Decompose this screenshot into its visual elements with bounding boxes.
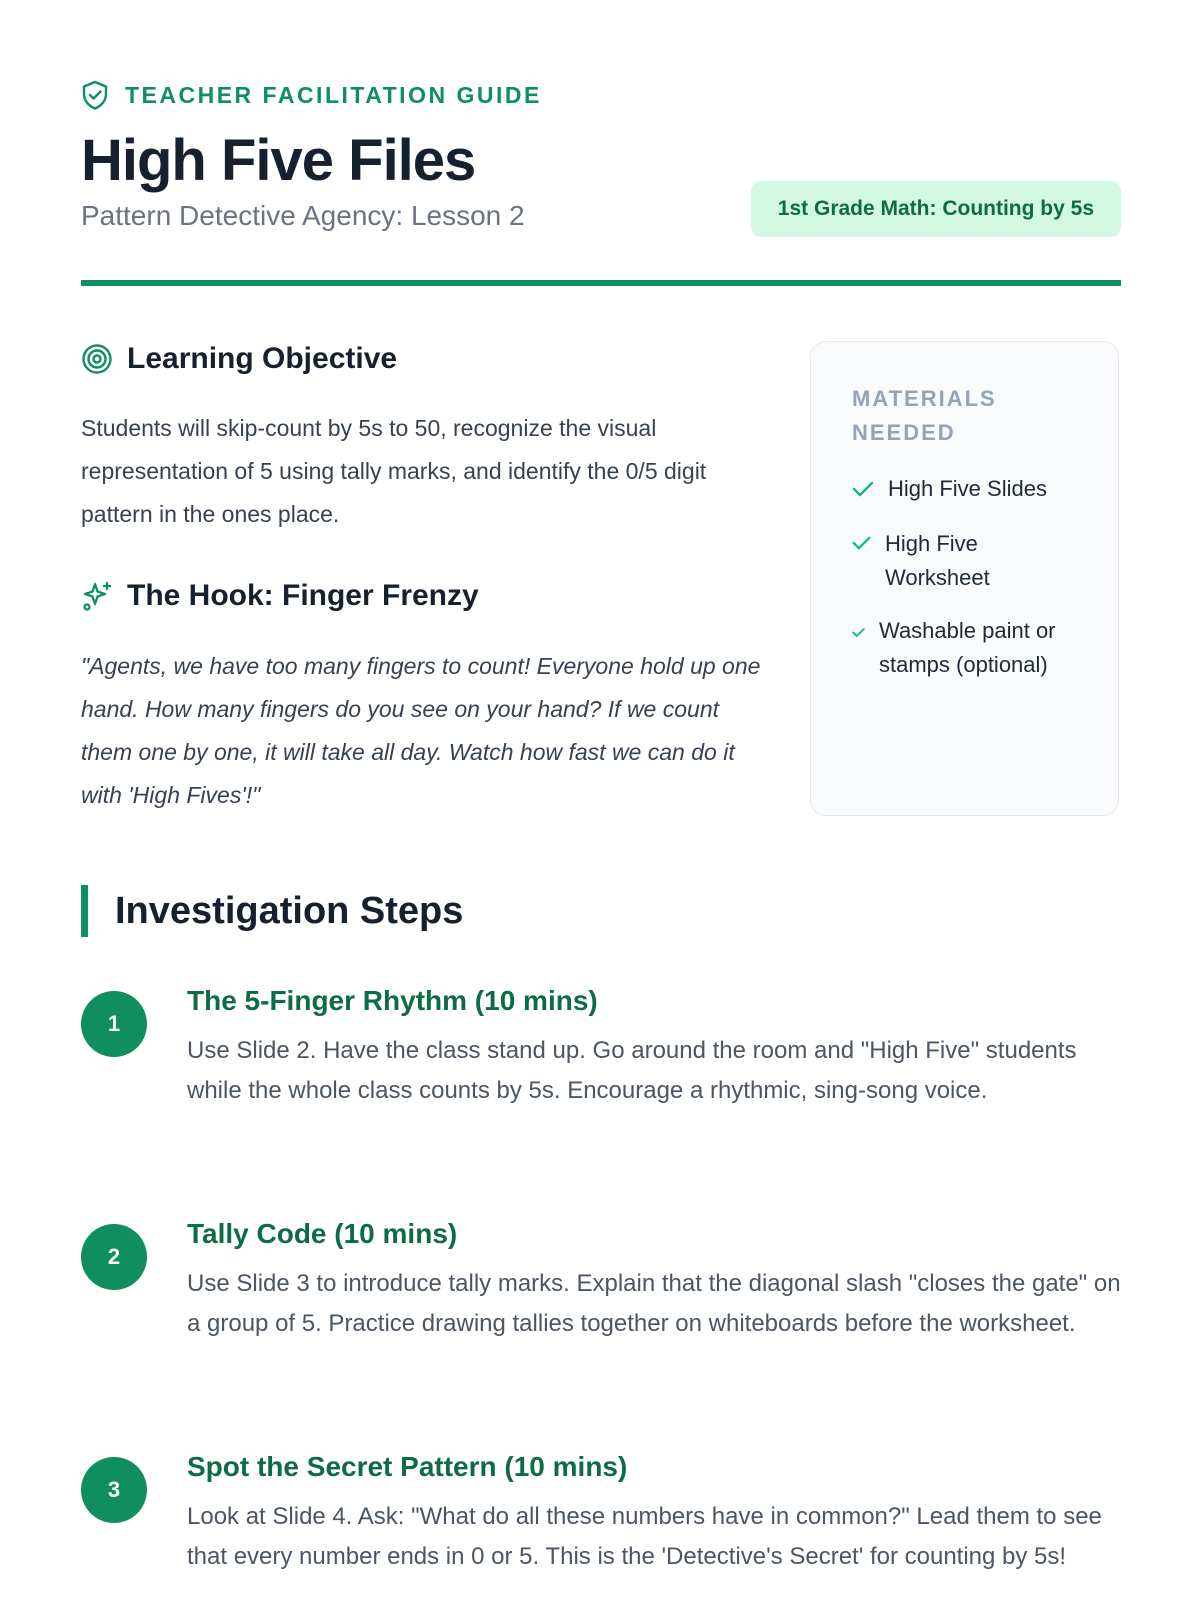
objective-heading <box>81 342 397 376</box>
step-number-badge: 3 <box>81 1457 147 1523</box>
materials-item-label: Washable paint or stamps (optional) <box>879 618 1056 677</box>
eyebrow-label: TEACHER FACILITATION GUIDE <box>125 81 542 108</box>
steps-heading: Investigation Steps <box>81 885 463 937</box>
check-icon <box>852 472 874 508</box>
materials-card <box>810 341 1119 816</box>
target-icon <box>81 343 113 375</box>
step-number-badge: 2 <box>81 1224 147 1290</box>
step-description: Look at Slide 4. Ask: "What do all these numbers have in common?" Lead them to see that every number ends in 0 or 5. This is the 'Detective's Secret' for counting by 5s! <box>187 1503 1102 1570</box>
header-divider <box>81 280 1121 286</box>
guide-eyebrow <box>81 80 542 110</box>
hook-heading <box>81 579 479 613</box>
grade-badge: 1st Grade Math: Counting by 5s <box>751 181 1121 237</box>
step-title: The 5-Finger Rhythm (10 mins) <box>187 985 598 1016</box>
materials-list <box>852 472 1082 682</box>
page-subtitle: Pattern Detective Agency: Lesson 2 <box>81 200 525 231</box>
shield-check-icon <box>81 80 109 110</box>
objective-heading-label: Learning Objective <box>127 342 398 375</box>
materials-item <box>852 472 1082 508</box>
step-number-badge: 1 <box>81 991 147 1057</box>
step-description: Use Slide 3 to introduce tally marks. Explain that the diagonal slash "closes the gate" on a group of 5. Practice drawing tallies together on whiteboards before the worksheet. <box>187 1270 1121 1337</box>
step-description: Use Slide 2. Have the class stand up. Go around the room and "High Five" students while the whole class counts by 5s. Encourage a rhythmic, sing-song voice. <box>187 1037 1077 1104</box>
sparkles-icon <box>81 580 113 612</box>
hook-heading-label: The Hook: Finger Frenzy <box>127 579 479 612</box>
check-icon <box>852 527 871 561</box>
check-icon <box>852 614 865 648</box>
step-title: Spot the Secret Pattern (10 mins) <box>187 1451 628 1482</box>
objective-text: Students will skip-count by 5s to 50, recognize the visual representation of 5 using tally marks, and identify the 0/5 digit pattern in the ones place. <box>81 415 707 527</box>
page-title: High Five Files <box>81 128 476 193</box>
materials-title: MATERIALS NEEDED <box>852 386 997 445</box>
hook-script: "Agents, we have too many fingers to count! Everyone hold up one hand. How many fingers do you see on your hand? If we count them one by one, it will take all day. Watch how fast we can do it with 'High Fives'!" <box>81 653 761 808</box>
step-title: Tally Code (10 mins) <box>187 1218 458 1249</box>
materials-item-label: High Five Worksheet <box>885 531 990 590</box>
materials-item <box>852 527 1082 595</box>
materials-item <box>852 614 1082 682</box>
materials-item-label: High Five Slides <box>888 476 1047 501</box>
